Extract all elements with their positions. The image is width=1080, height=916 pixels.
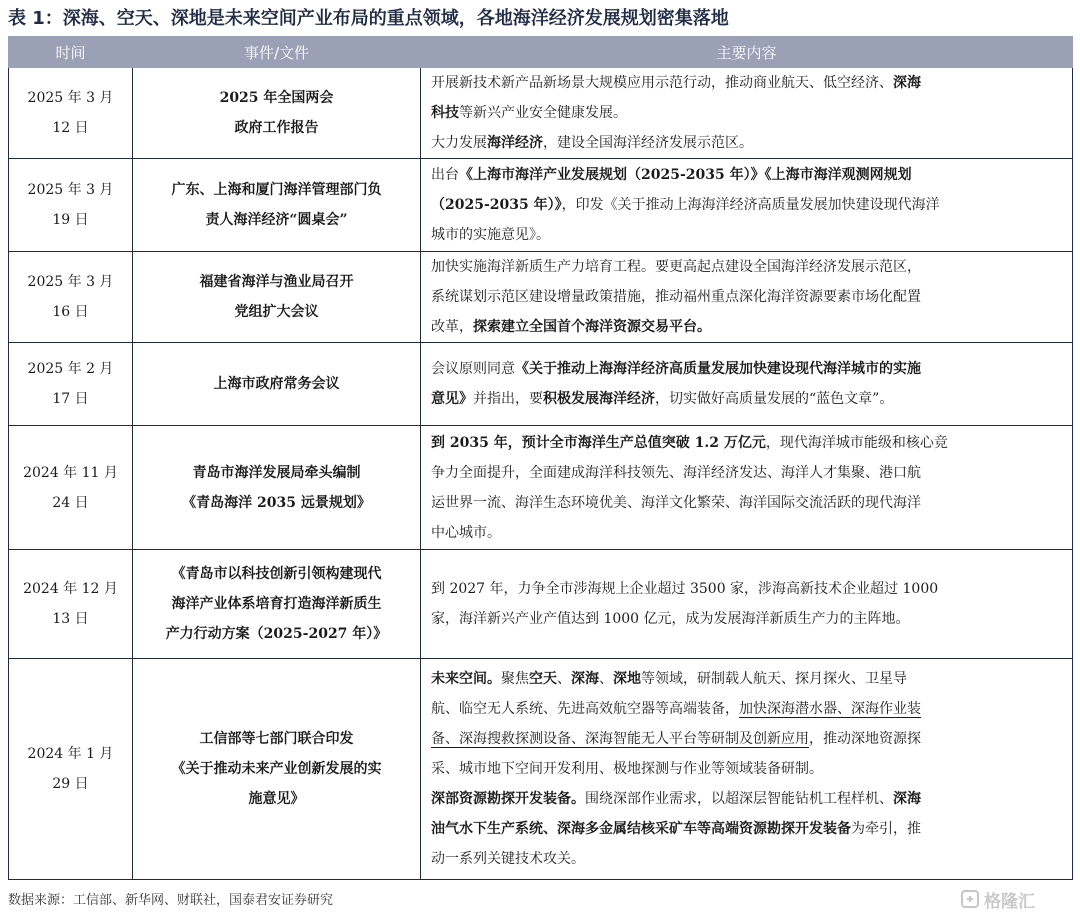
content-line: [431, 754, 1064, 784]
bold-text: 深海: [893, 75, 921, 91]
text: 等领域，研制载人航天、探月探火、卫星导: [641, 671, 907, 687]
bold-text: 科技: [431, 105, 459, 121]
underlined-text: 加快深海潜水器、深海作业装: [739, 701, 921, 717]
time-line: 29 日: [52, 776, 89, 792]
time-line: 13 日: [52, 611, 89, 627]
time-line: 2025 年 3 月: [27, 90, 114, 106]
watermark: [960, 886, 1070, 912]
text: 加快实施海洋新质生产力培育工程。要更高起点建设全国海洋经济发展示范区，: [431, 259, 921, 275]
bold-text: 油气水下生产系统、深海多金属结核采矿车等高端资源勘探开发装备: [431, 821, 851, 837]
bold-text: 海洋经济: [487, 135, 543, 151]
content-line: [431, 458, 1064, 488]
text: ，现代海洋城市能级和核心竞: [765, 434, 948, 451]
bold-text: 意见》: [431, 391, 473, 407]
content-line: [431, 518, 1064, 548]
time-line: 2025 年 3 月: [27, 182, 114, 198]
cell-main-content: [421, 426, 1073, 550]
bold-text: 深部资源勘探开发装备。: [431, 791, 585, 807]
event-line: 青岛市海洋发展局牵头编制: [192, 464, 361, 481]
cell-main-content: [421, 550, 1073, 659]
event-line: 2025 年全国两会: [219, 90, 334, 106]
event-line: 上海市政府常务会议: [213, 376, 340, 392]
time-line: 24 日: [52, 494, 89, 511]
content-line: [431, 384, 1064, 414]
table-row: [9, 343, 1073, 426]
header-time: 时间: [9, 37, 133, 68]
event-line: 工信部等七部门联合印发: [199, 731, 354, 747]
cell-event: [133, 659, 421, 880]
content-line: [431, 252, 1064, 282]
table-row: [9, 68, 1073, 159]
cell-main-content: [421, 343, 1073, 426]
event-line: 海洋产业体系培育打造海洋新质生: [171, 596, 382, 612]
event-line: 《关于推动未来产业创新发展的实: [171, 761, 382, 777]
cell-main-content: [421, 659, 1073, 880]
event-line: 广东、上海和厦门海洋管理部门负: [171, 182, 382, 198]
content-line: [431, 312, 1064, 342]
text: 为牵引，推: [851, 821, 921, 837]
cell-main-content: [421, 68, 1073, 159]
table-body: [9, 68, 1073, 880]
text: ，印发《关于推动上海海洋经济高质量发展加快建设现代海洋: [561, 197, 940, 213]
cell-time: [9, 426, 133, 550]
text: 运世界一流、海洋生态环境优美、海洋文化繁荣、海洋国际交流活跃的现代海洋: [431, 494, 921, 511]
cell-time: [9, 68, 133, 159]
cell-event: [133, 68, 421, 159]
content-line: [431, 428, 1064, 458]
bold-text: 深地: [613, 671, 641, 687]
text: 城市的实施意见》。: [431, 227, 550, 243]
event-line: 党组扩大会议: [234, 304, 319, 320]
time-line: 2025 年 2 月: [27, 361, 114, 377]
event-line: 产力行动方案（2025-2027 年）》: [165, 626, 388, 642]
text: ，切实做好高质量发展的“蓝色文章”。: [655, 391, 894, 407]
content-line: [431, 128, 1064, 158]
cell-event: [133, 252, 421, 343]
text: 改革，: [431, 319, 473, 335]
event-line: 施意见》: [248, 791, 305, 807]
text: 家，海洋新兴产业产值达到 1000 亿元，成为发展海洋新质生产力的主阵地。: [431, 611, 910, 627]
header-event: 事件/文件: [133, 37, 421, 68]
text: 航、临空无人系统、先进高效航空器等高端装备，: [431, 701, 739, 717]
cell-time: [9, 343, 133, 426]
content-line: [431, 604, 1064, 634]
content-line: [431, 694, 1064, 724]
time-line: 2024 年 11 月: [23, 464, 118, 481]
text: 并指出，要: [473, 391, 543, 407]
time-line: 2024 年 1 月: [27, 746, 114, 762]
bold-text: 空天: [529, 671, 557, 687]
content-line: [431, 98, 1064, 128]
cell-main-content: [421, 159, 1073, 252]
text: 中心城市。: [431, 524, 501, 541]
watermark-logo-icon: [960, 889, 980, 909]
text: ，推动深地资源探: [809, 731, 921, 747]
source-note: 数据来源：工信部、新华网、财联社，国泰君安证券研究: [8, 893, 334, 908]
content-line: [431, 354, 1064, 384]
content-line: [431, 488, 1064, 518]
underlined-text: 备、深海搜救探测设备、深海智能无人平台等研制及创新应用: [431, 731, 809, 747]
table-row: [9, 426, 1073, 550]
time-line: 2025 年 3 月: [27, 274, 114, 290]
table-row: [9, 159, 1073, 252]
text: 开展新技术新产品新场景大规模应用示范行动，推动商业航天、低空经济、: [431, 75, 893, 91]
cell-event: [133, 343, 421, 426]
table-row: [9, 252, 1073, 343]
text: 、: [557, 671, 571, 687]
cell-event: [133, 550, 421, 659]
cell-event: [133, 159, 421, 252]
time-line: 19 日: [52, 212, 89, 228]
data-table: [8, 36, 1073, 880]
content-line: [431, 190, 1064, 220]
content-line: [431, 814, 1064, 844]
bold-text: 未来空间。: [431, 671, 501, 687]
time-line: 17 日: [52, 391, 89, 407]
event-line: 政府工作报告: [234, 120, 319, 136]
text: 出台: [431, 167, 459, 183]
text: 动一系列关键技术攻关。: [431, 851, 585, 867]
content-line: [431, 724, 1064, 754]
bold-text: 深海: [893, 791, 921, 807]
time-line: 2024 年 12 月: [23, 581, 118, 597]
cell-time: [9, 159, 133, 252]
table-header-row: [9, 37, 1073, 68]
content-line: [431, 220, 1064, 250]
cell-time: [9, 659, 133, 880]
watermark-text: 格隆汇: [984, 891, 1035, 912]
content-line: [431, 68, 1064, 98]
text: 会议原则同意: [431, 361, 515, 377]
time-line: 16 日: [52, 304, 89, 320]
event-line: 《青岛市以科技创新引领构建现代: [171, 566, 382, 582]
text: 系统谋划示范区建设增量政策措施，推动福州重点深化海洋资源要素市场化配置: [431, 289, 921, 305]
table-row: [9, 659, 1073, 880]
time-line: 12 日: [52, 120, 89, 136]
content-line: [431, 844, 1064, 874]
cell-time: [9, 550, 133, 659]
content-line: [431, 784, 1064, 814]
bold-text: 探索建立全国首个海洋资源交易平台。: [473, 319, 711, 335]
text: 围绕深部作业需求，以超深层智能钻机工程样机、: [585, 791, 893, 807]
content-line: [431, 282, 1064, 312]
bold-text: （2025-2035 年）》: [431, 197, 562, 213]
text: 大力发展: [431, 135, 487, 151]
text: 聚焦: [501, 671, 529, 687]
cell-event: [133, 426, 421, 550]
table-title: 表 1：深海、空天、深地是未来空间产业布局的重点领域，各地海洋经济发展规划密集落地: [8, 8, 729, 29]
text: 等新兴产业安全健康发展。: [459, 105, 627, 121]
table-row: [9, 550, 1073, 659]
text: 到 2027 年，力争全市涉海规上企业超过 3500 家，涉海高新技术企业超过 1000: [431, 581, 939, 597]
event-line: 责人海洋经济“圆桌会”: [205, 212, 348, 228]
bold-text: 积极发展海洋经济: [543, 391, 655, 407]
bold-text: 深海: [571, 671, 599, 687]
content-line: [431, 160, 1064, 190]
content-line: [431, 664, 1064, 694]
text: ，建设全国海洋经济发展示范区。: [543, 135, 753, 151]
text: 、: [599, 671, 613, 687]
content-line: [431, 574, 1064, 604]
bold-text: 《上海市海洋产业发展规划（2025-2035 年）》《上海市海洋观测网规划: [459, 167, 912, 183]
cell-time: [9, 252, 133, 343]
event-line: 福建省海洋与渔业局召开: [199, 274, 354, 290]
text: 争力全面提升，全面建成海洋科技领先、海洋经济发达、海洋人才集聚、港口航: [431, 464, 921, 481]
bold-text: 《关于推动上海海洋经济高质量发展加快建设现代海洋城市的实施: [515, 361, 921, 377]
header-main: 主要内容: [421, 37, 1073, 68]
event-line: 《青岛海洋 2035 远景规划》: [182, 494, 371, 511]
text: 采、城市地下空间开发利用、极地探测与作业等领域装备研制。: [431, 761, 823, 777]
bold-text: 到 2035 年，预计全市海洋生产总值突破 1.2 万亿元: [431, 434, 766, 451]
cell-main-content: [421, 252, 1073, 343]
